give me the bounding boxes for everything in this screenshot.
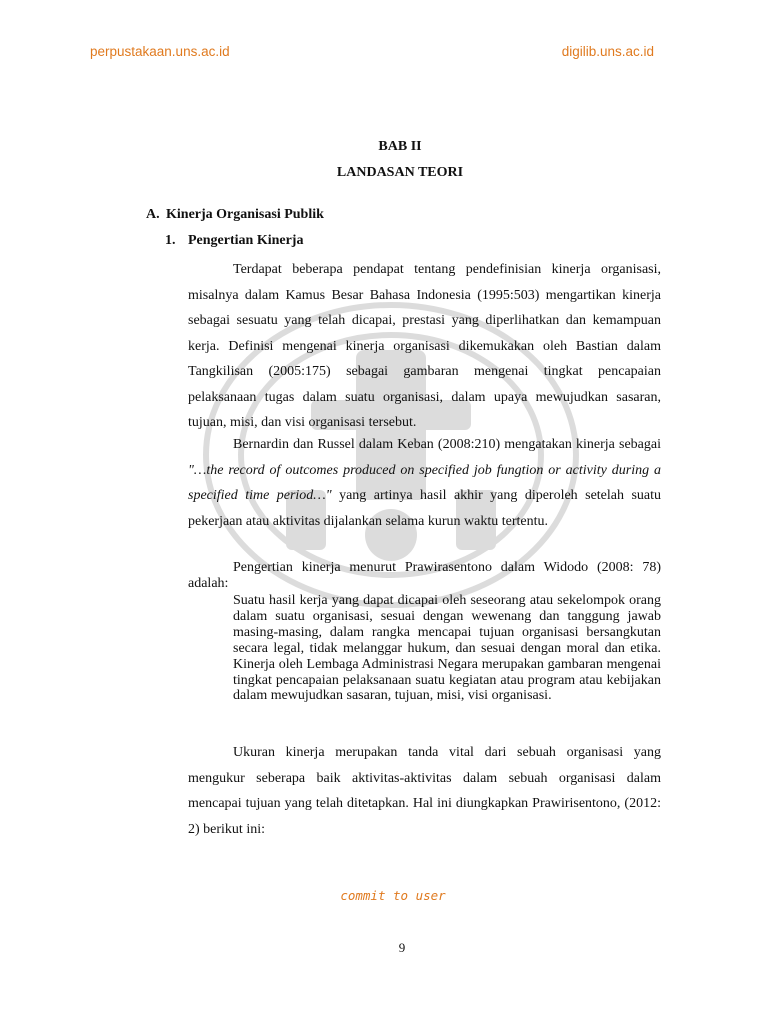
section-marker: A. bbox=[146, 207, 160, 222]
paragraph-2-text-start: Bernardin dan Russel dalam Keban (2008:210) mengatakan kinerja sebagai bbox=[233, 437, 661, 452]
chapter-number: BAB II bbox=[378, 139, 422, 154]
page-number: 9 bbox=[398, 940, 406, 955]
subsection-title: Pengertian Kinerja bbox=[188, 233, 304, 248]
header-right-url: digilib.uns.ac.id bbox=[561, 44, 654, 59]
paragraph-2 bbox=[188, 432, 661, 534]
chapter-title: LANDASAN TEORI bbox=[336, 165, 464, 180]
section-heading bbox=[146, 207, 324, 223]
section-title: Kinerja Organisasi Publik bbox=[166, 207, 324, 222]
paragraph-1: Terdapat beberapa pendapat tentang pendefinisian kinerja organisasi, misalnya dalam Kamus Besar Bahasa Indonesia (1995:503) mengartikan kinerja sebagai sesuatu yang telah dicapai, prestasi yang diperlihatkan dan kemampuan kerja. Definisi mengenai kinerja organisasi dikemukakan oleh Bastian dalam Tangkilisan (2005:175) sebagai gambaran mengenai tingkat pencapaian pelaksanaan tugas dalam suatu organisasi, dalam upaya mewujudkan sasaran, tujuan, misi, dan visi organisasi tersebut. bbox=[188, 262, 661, 430]
paragraph-3: Pengertian kinerja menurut Prawirasentono dalam Widodo (2008: 78) adalah: bbox=[188, 560, 661, 591]
paragraph-2-italic-quote: "…the record of outcomes produced on specified job fungtion or activity during a specified time period…" bbox=[188, 462, 661, 503]
header-left-url: perpustakaan.uns.ac.id bbox=[90, 44, 230, 59]
footer-commit-text: commit to user bbox=[340, 888, 446, 903]
subsection-marker: 1. bbox=[165, 233, 176, 248]
block-quote: Suatu hasil kerja yang dapat dicapai oleh seseorang atau sekelompok orang dalam suatu organisasi, sesuai dengan wewenang dan tanggung jawab masing-masing, dalam rangka mencapai tujuan organisasi bersangkutan secara legal, tidak melanggar hukum, dan sesuai dengan moral dan etika. Kinerja oleh Lembaga Administrasi Negara merupakan gambaran mengenai tingkat pencapaian pelaksanaan suatu kegiatan atau program atau kebijakan dalam mewujudkan sasaran, tujuan, misi, visi organisasi. bbox=[233, 593, 661, 704]
paragraph-4: Ukuran kinerja merupakan tanda vital dari sebuah organisasi yang mengukur seberapa baik aktivitas-aktivitas dalam sebuah organisasi dalam mencapai tujuan yang telah ditetapkan. Hal ini diungkapkan Prawirisentono, (2012: 2) berikut ini: bbox=[188, 745, 661, 837]
subsection-heading bbox=[165, 233, 303, 249]
paragraph-2-text-end: yang artinya hasil akhir yang diperoleh setelah suatu pekerjaan atau aktivitas dijalankan selama kurun waktu tertentu. bbox=[188, 488, 661, 529]
